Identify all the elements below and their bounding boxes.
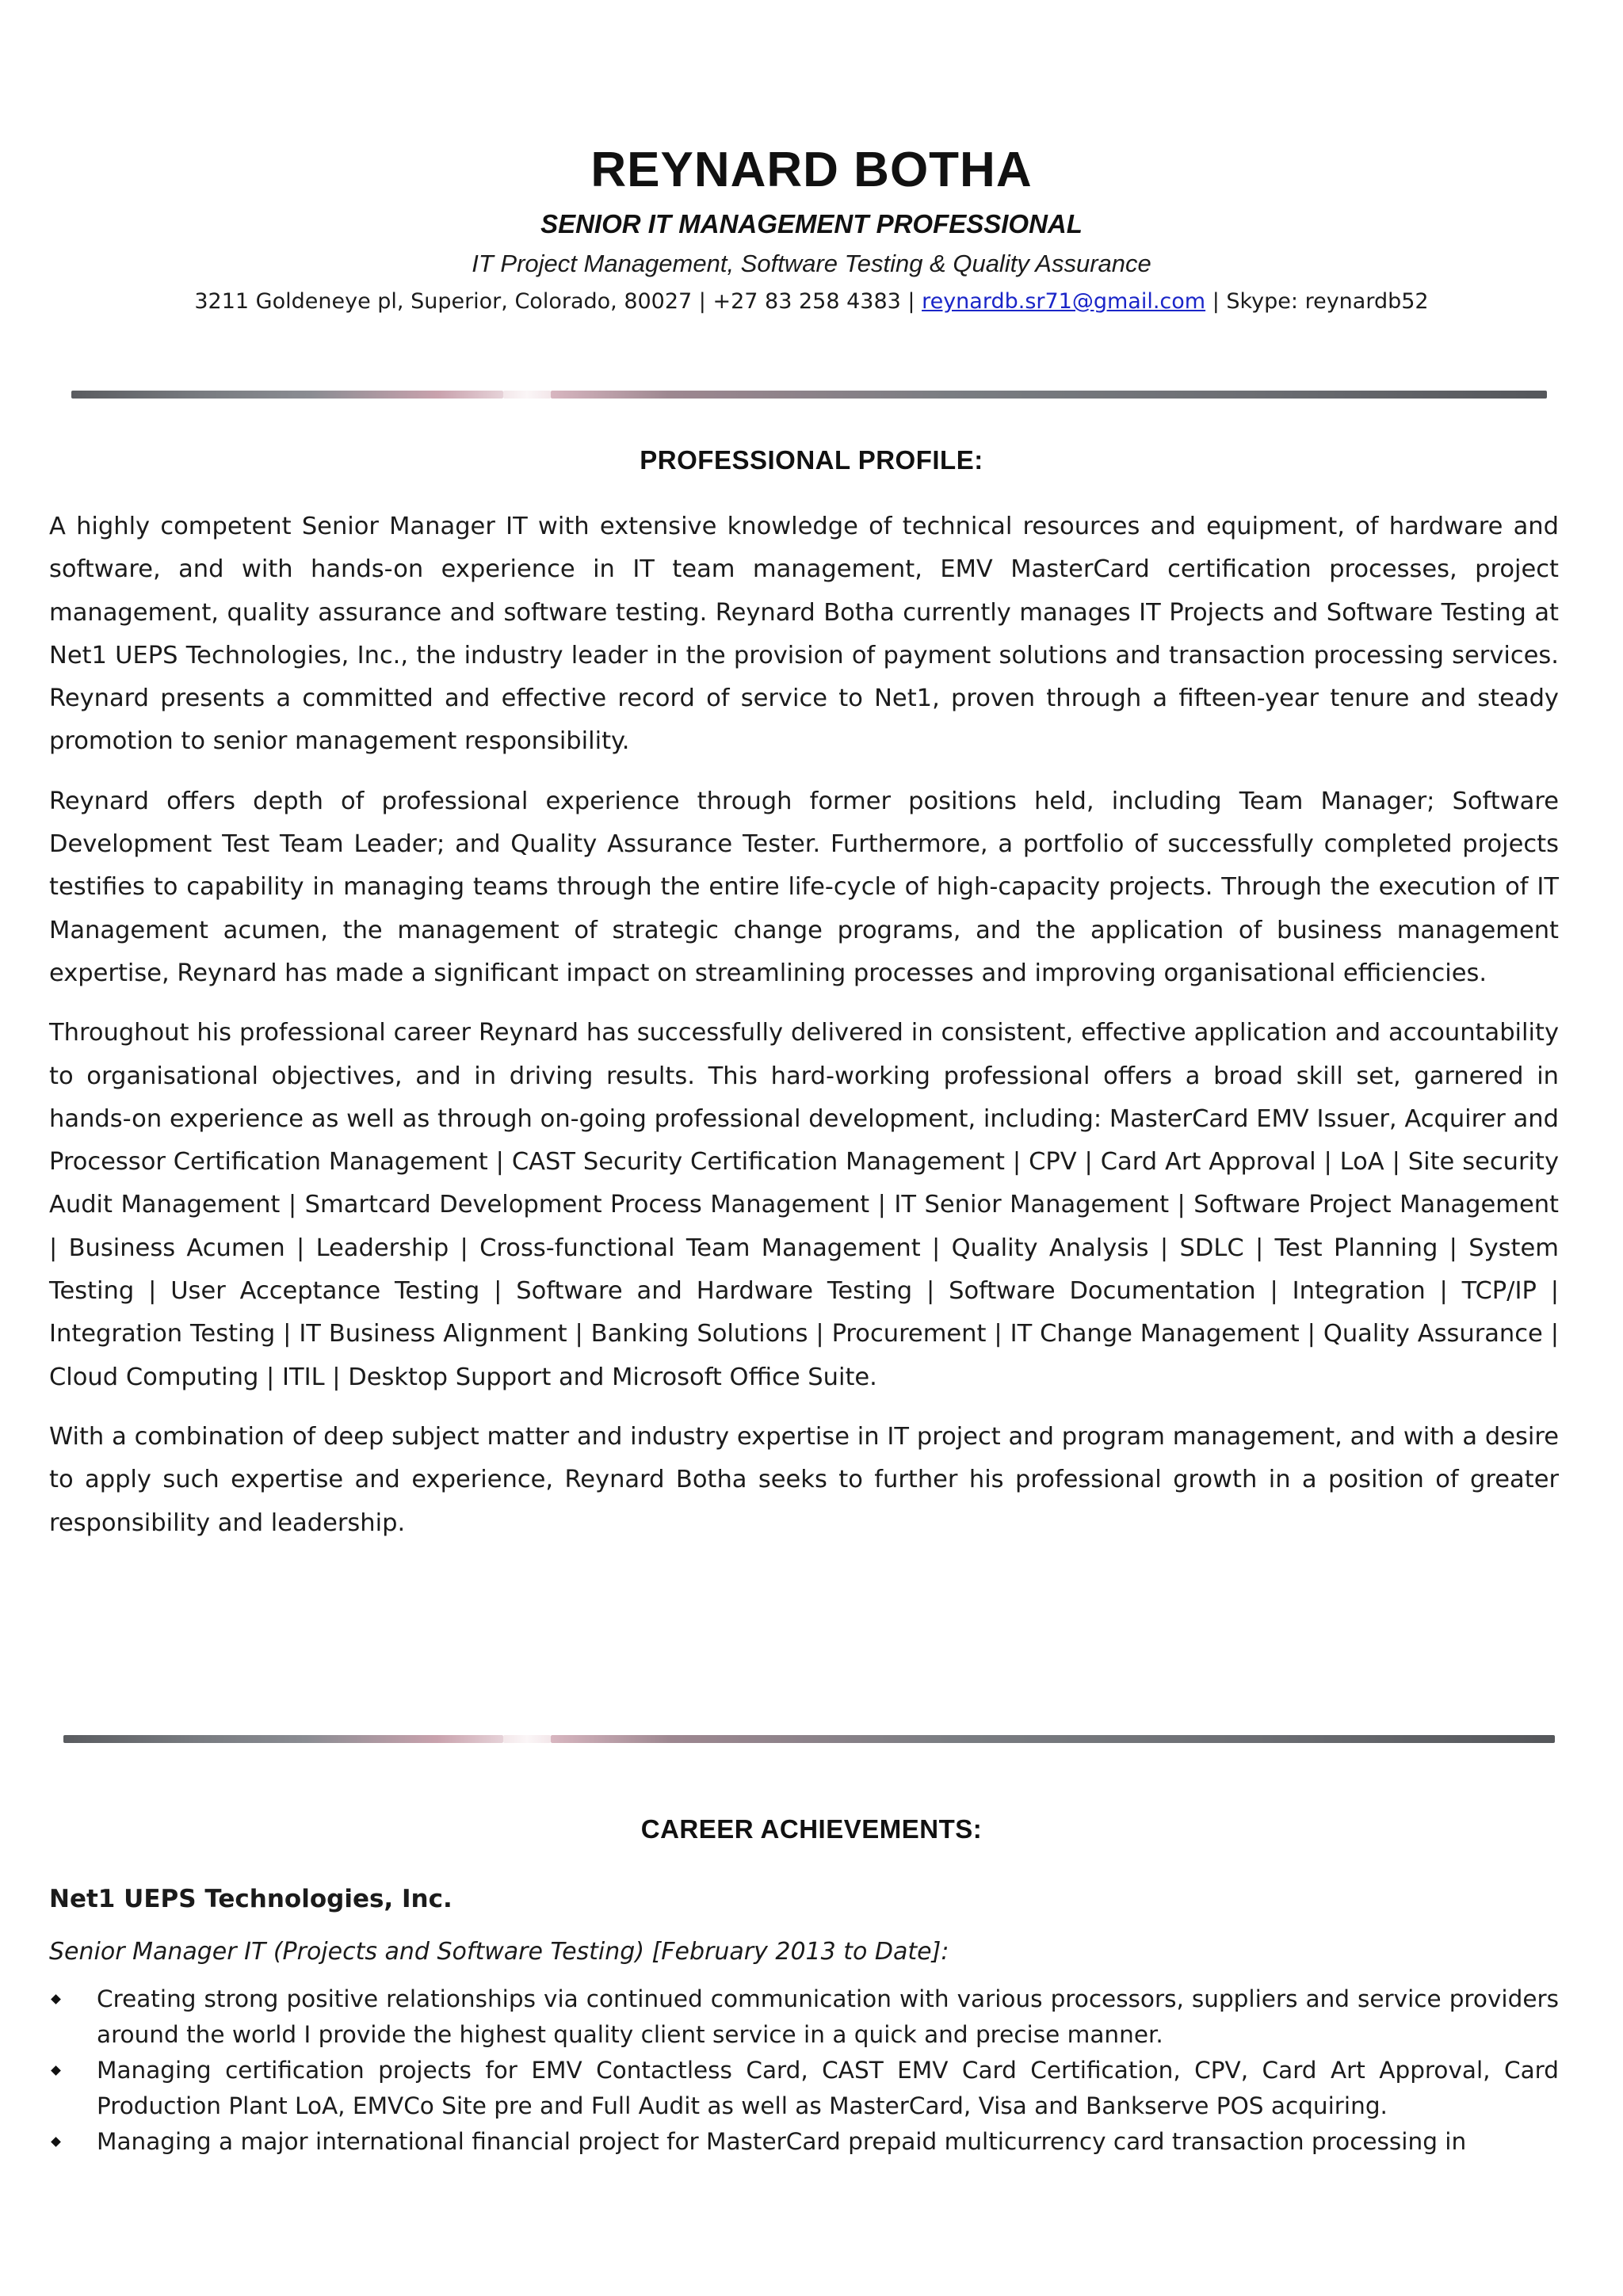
achievement-list xyxy=(49,1981,1559,2160)
contact-address-phone: 3211 Goldeneye pl, Superior, Colorado, 80027 | +27 83 258 4383 | xyxy=(194,289,915,314)
divider-segment-gap xyxy=(503,391,551,399)
diamond-bullet-icon xyxy=(51,2137,61,2147)
list-item xyxy=(49,1981,1559,2053)
profile-body xyxy=(49,505,1559,1562)
divider-segment-right xyxy=(551,1735,1555,1743)
list-item xyxy=(49,2124,1559,2160)
contact-skype: | Skype: reynardb52 xyxy=(1212,289,1429,314)
achievement-text: Managing certification projects for EMV Contactless Card, CAST EMV Card Certification, CPV, Card Art Approval, Card Production Plant LoA, EMVCo Site pre and Full Audit as well as MasterCard, Visa and Bankserve POS acquiring. xyxy=(97,2057,1559,2119)
profile-paragraph-2: Reynard offers depth of professional experience through former positions held, including Team Manager; Software Development Test Team Leader; and Quality Assurance Tester. Furthermore, a portfolio of successfully completed projects testifies to capability in managing teams through the entire life-cycle of high-capacity projects. Through the execution of IT Management acumen, the management of strategic change programs, and the application of business management expertise, Reynard has made a significant impact on streamlining processes and improving organisational efficiencies. xyxy=(49,787,1559,987)
diamond-bullet-icon xyxy=(51,2065,61,2076)
role-title: Senior Manager IT (Projects and Software Testing) [February 2013 to Date]: xyxy=(49,1938,949,1966)
contact-line xyxy=(0,286,1623,318)
candidate-headline: SENIOR IT MANAGEMENT PROFESSIONAL xyxy=(540,209,1083,238)
divider-segment-gap xyxy=(503,1735,551,1743)
candidate-subheadline: IT Project Management, Software Testing & Quality Assurance xyxy=(472,250,1151,277)
divider-segment-right xyxy=(551,391,1547,399)
diamond-bullet-icon xyxy=(51,1994,61,2004)
profile-paragraph-1: A highly competent Senior Manager IT with extensive knowledge of technical resources and equipment, of hardware and software, and with hands-on experience in IT team management, EMV MasterCard certification processes, project management, quality assurance and software testing. Reynard Botha currently manages IT Projects and Software Testing at Net1 UEPS Technologies, Inc., the industry leader in the provision of payment solutions and transaction processing services. Reynard presents a committed and effective record of service to Net1, proven through a fifteen-year tenure and steady promotion to senior management responsibility. xyxy=(49,513,1559,756)
list-item xyxy=(49,2053,1559,2124)
divider-segment-left xyxy=(71,391,503,399)
company-name: Net1 UEPS Technologies, Inc. xyxy=(49,1885,453,1913)
profile-section-title: PROFESSIONAL PROFILE: xyxy=(640,445,983,475)
achievement-text: Creating strong positive relationships via continued communication with various processors, suppliers and service providers around the world I provide the highest quality client service in a quick and precise manner. xyxy=(97,1985,1559,2048)
candidate-name: REYNARD BOTHA xyxy=(590,143,1033,197)
profile-paragraph-3: Throughout his professional career Reynard has successfully delivered in consistent, effective application and accountability to organisational objectives, and in driving results. This hard-working professional offers a broad skill set, garnered in hands-on experience as well as through on-going professional development, including: MasterCard EMV Issuer, Acquirer and Processor Certification Management | CAST Security Certification Management | CPV | Card Art Approval | LoA | Site security Audit Management | Smartcard Development Process Management | IT Senior Management | Software Project Management | Business Acumen | Leadership | Cross-functional Team Management | Quality Analysis | SDLC | Test Planning | System Testing | User Acceptance Testing | Software and Hardware Testing | Software Documentation | Integration | TCP/IP | Integration Testing | IT Business Alignment | Banking Solutions | Procurement | IT Change Management | Quality Assurance | Cloud Computing | ITIL | Desktop Support and Microsoft Office Suite. xyxy=(49,1019,1559,1391)
achievements-section-title: CAREER ACHIEVEMENTS: xyxy=(640,1814,983,1844)
contact-email-link[interactable]: reynardb.sr71@gmail.com xyxy=(922,289,1206,314)
section-divider-top xyxy=(71,391,1547,399)
section-divider-middle xyxy=(63,1735,1555,1743)
resume-header xyxy=(0,139,1623,318)
achievement-text: Managing a major international financial project for MasterCard prepaid multicurrency card transaction processing in xyxy=(97,2128,1467,2155)
divider-segment-left xyxy=(63,1735,503,1743)
profile-paragraph-4: With a combination of deep subject matter and industry expertise in IT project and program management, and with a desire to apply such expertise and experience, Reynard Botha seeks to further his professional growth in a position of greater responsibility and leadership. xyxy=(49,1422,1559,1537)
